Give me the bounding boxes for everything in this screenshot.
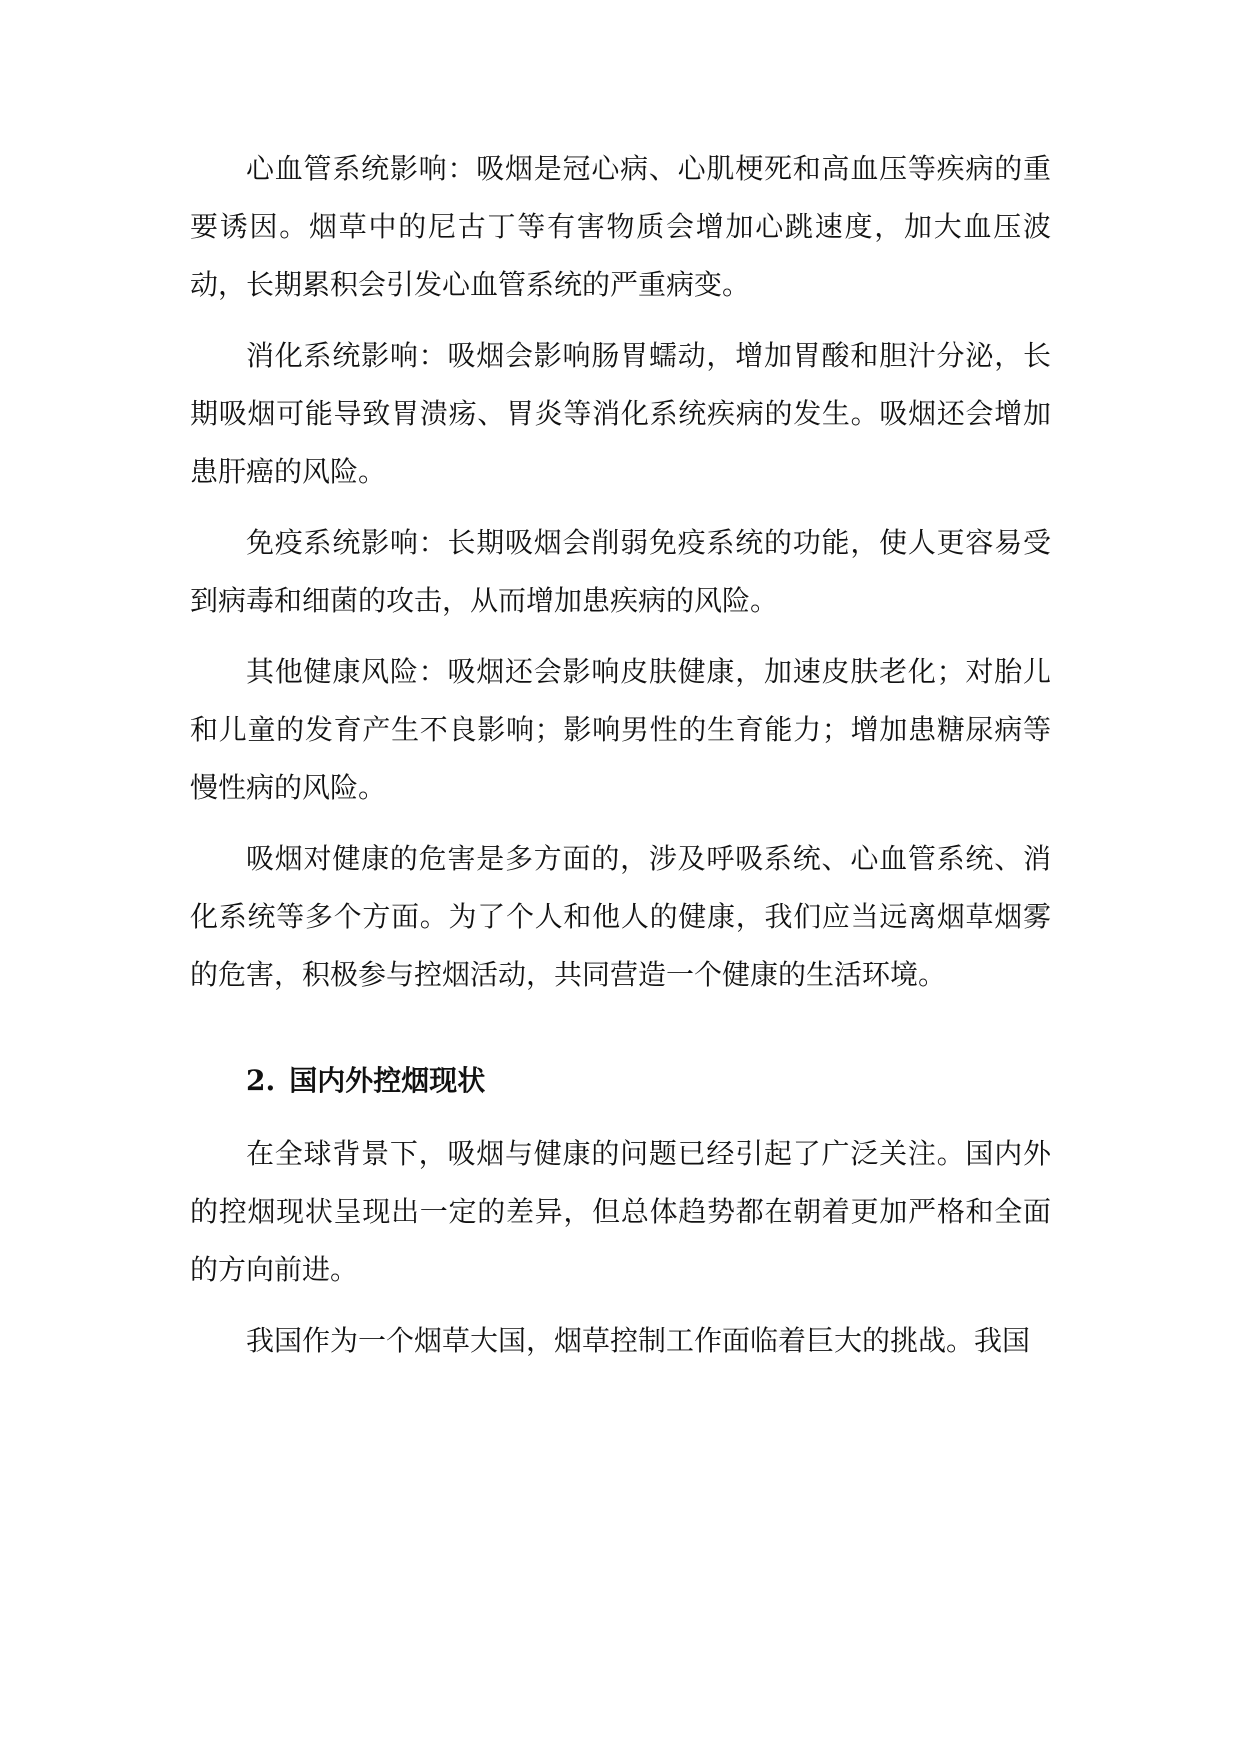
section-number: 2.	[246, 1064, 276, 1097]
paragraph-immune: 免疫系统影响：长期吸烟会削弱免疫系统的功能，使人更容易受到病毒和细菌的攻击，从而增加患疾病的风险。	[190, 526, 1051, 617]
section-heading	[190, 1052, 1051, 1110]
paragraph-other-risks: 其他健康风险：吸烟还会影响皮肤健康，加速皮肤老化；对胎儿和儿童的发育产生不良影响；影响男性的生育能力；增加患糖尿病等慢性病的风险。	[190, 655, 1051, 804]
section-title: 国内外控烟现状	[289, 1064, 486, 1097]
paragraph-china-challenge: 我国作为一个烟草大国，烟草控制工作面临着巨大的挑战。我国	[246, 1324, 1031, 1357]
paragraph-cardiovascular: 心血管系统影响：吸烟是冠心病、心肌梗死和高血压等疾病的重要诱因。烟草中的尼古丁等有害物质会增加心跳速度，加大血压波动，长期累积会引发心血管系统的严重病变。	[190, 152, 1051, 301]
paragraph-digestive: 消化系统影响：吸烟会影响肠胃蠕动，增加胃酸和胆汁分泌，长期吸烟可能导致胃溃疡、胃炎等消化系统疾病的发生。吸烟还会增加患肝癌的风险。	[190, 339, 1051, 488]
paragraph-summary: 吸烟对健康的危害是多方面的，涉及呼吸系统、心血管系统、消化系统等多个方面。为了个人和他人的健康，我们应当远离烟草烟雾的危害，积极参与控烟活动，共同营造一个健康的生活环境。	[190, 842, 1051, 991]
document-page	[190, 140, 1051, 1383]
paragraph-global-context: 在全球背景下，吸烟与健康的问题已经引起了广泛关注。国内外的控烟现状呈现出一定的差异，但总体趋势都在朝着更加严格和全面的方向前进。	[190, 1137, 1051, 1286]
